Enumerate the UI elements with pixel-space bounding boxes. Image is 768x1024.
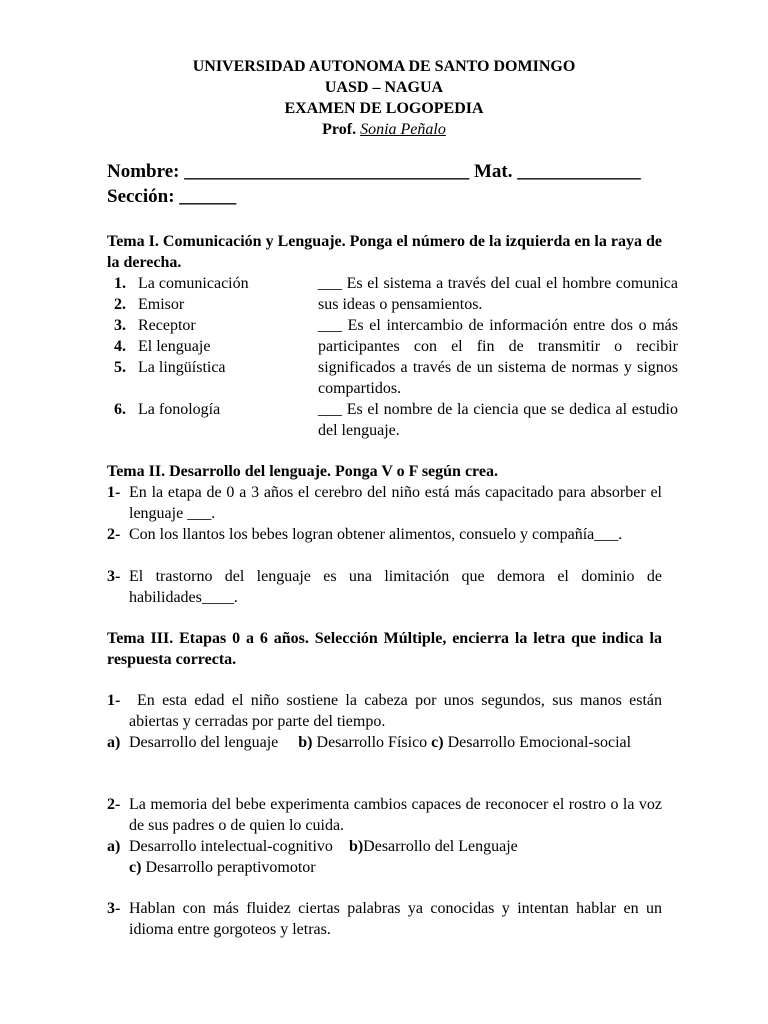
mat-blank[interactable]: _____________ — [517, 161, 641, 182]
prof-name: Sonia Peñalo — [360, 121, 446, 138]
mat-label: Mat. — [473, 161, 513, 182]
tema1-definition: ___ Es el sistema a través del cual el hombre comunica sus ideas o pensamientos. — [318, 275, 678, 313]
exam-title: EXAMEN DE LOGOPEDIA — [284, 100, 484, 117]
tema1-left-item: 6. La fonología — [114, 401, 221, 418]
option-c: Desarrollo Emocional-social — [447, 734, 632, 751]
name-blank[interactable]: ______________________________ — [184, 161, 470, 182]
tema2-item: 1- En la etapa de 0 a 3 años el cerebro del niño está más capacitado para absorber el lenguaje ___. — [107, 484, 662, 522]
tema1-title: Tema I. Comunicación y Lenguaje. Ponga el número de la izquierda en la raya de la derecha. — [107, 233, 662, 271]
name-line — [107, 160, 641, 184]
prof-label: Prof. — [322, 121, 357, 138]
tema3-title: Tema III. Etapas 0 a 6 años. Selección Múltiple, encierra la letra que indica la respuesta correcta. — [107, 630, 662, 668]
tema3-question: 3- Hablan con más fluidez ciertas palabras ya conocidas y intentan hablar en un idioma entre gorgoteos y letras. — [107, 900, 662, 938]
name-label: Nombre: — [107, 161, 180, 182]
option-b: Desarrollo Físico — [316, 734, 428, 751]
option-a: Desarrollo intelectual-cognitivo — [129, 838, 333, 855]
university-title: UNIVERSIDAD AUTONOMA DE SANTO DOMINGO — [192, 58, 576, 75]
tema2-item: 3- El trastorno del lenguaje es una limitación que demora el dominio de habilidades____. — [107, 568, 662, 606]
tema1-left-item: 5. La lingüística — [114, 359, 226, 376]
option-a: Desarrollo del lenguaje — [129, 734, 279, 751]
tema3-options: a) Desarrollo intelectual-cognitivo b)Desarrollo del Lenguaje c) Desarrollo peraptivomotor — [107, 838, 518, 876]
tema1-left-item: 2. Emisor — [114, 296, 185, 313]
tema3-options: a) Desarrollo del lenguaje b) Desarrollo Físico c) Desarrollo Emocional-social — [107, 734, 632, 751]
tema2-item: 2- Con los llantos los bebes logran obtener alimentos, consuelo y compañía___. — [107, 526, 623, 543]
section-label: Sección: — [107, 186, 175, 207]
tema3-question: 1- En esta edad el niño sostiene la cabeza por unos segundos, sus manos están abiertas y cerradas por parte del tiempo. — [107, 692, 662, 730]
section-blank[interactable]: ______ — [179, 186, 237, 207]
option-c: Desarrollo peraptivomotor — [145, 859, 316, 876]
tema2-title: Tema II. Desarrollo del lenguaje. Ponga V o F según crea. — [107, 463, 498, 480]
tema1-left-item: 3. Receptor — [114, 317, 196, 334]
section-line — [107, 185, 236, 209]
tema1-definition: ___ Es el nombre de la ciencia que se dedica al estudio del lenguaje. — [318, 401, 678, 439]
tema1-definition: ___ Es el intercambio de información entre dos o más participantes con el fin de transmitir o recibir significados a través de un sistema de normas y signos compartidos. — [318, 317, 678, 397]
option-b: Desarrollo del Lenguaje — [363, 838, 518, 855]
professor-line — [0, 119, 768, 140]
tema1-left-item: 1. La comunicación — [114, 275, 249, 292]
campus-title: UASD – NAGUA — [324, 79, 444, 96]
tema3-question: 2- La memoria del bebe experimenta cambios capaces de reconocer el rostro o la voz de sus padres o de quien lo cuida. — [107, 796, 662, 834]
tema1-left-item: 4. El lenguaje — [114, 338, 211, 355]
